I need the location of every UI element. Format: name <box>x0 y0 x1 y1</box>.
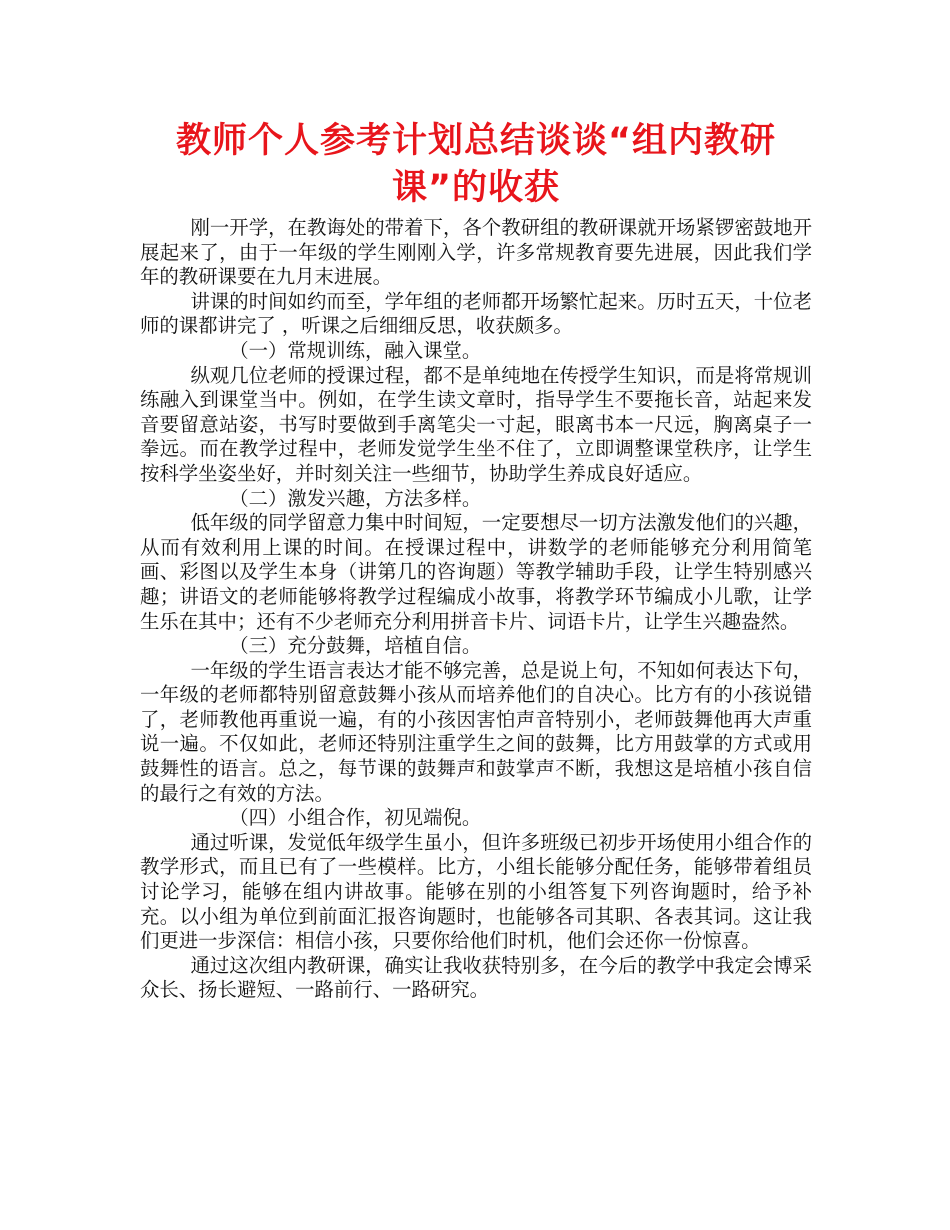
document-body <box>140 216 812 1003</box>
section-heading-3: （三）充分鼓舞，培植自信。 <box>229 634 482 658</box>
paragraph-intro: 刚一开学，在教诲处的带着下，各个教研组的教研课就开场紧锣密鼓地开展起来了，由于一年级的学生刚刚入学，许多常规教育要先进展，因此我们学年的教研课要在九月末进展。 <box>140 216 812 289</box>
paragraph-section-1: 纵观几位老师的授课过程，都不是单纯地在传授学生知识，而是将常规训练融入到课堂当中。例如，在学生读文章时，指导学生不要拖长音，站起来发音要留意站姿，书写时要做到手离笔尖一寸起，眼离书本一尺远，胸离桌子一拳远。而在教学过程中，老师发觉学生坐不住了，立即调整课堂秩序，让学生按科学坐姿坐好，并时刻关注一些细节，协助学生养成良好适应。 <box>140 363 812 485</box>
paragraph-section-4: 通过听课，发觉低年级学生虽小，但许多班级已初步开场使用小组合作的教学形式，而且已有了一些模样。比方，小组长能够分配任务，能够带着组员讨论学习，能够在组内讲故事。能够在别的小组答复下列咨询题时，给予补充。以小组为单位到前面汇报咨询题时，也能够各司其职、各表其词。这让我们更进一步深信：相信小孩，只要你给他们时机，他们会还你一份惊喜。 <box>140 830 812 953</box>
document-page <box>140 118 812 1003</box>
paragraph-schedule: 讲课的时间如约而至，学年组的老师都开场繁忙起来。历时五天，十位老师的课都讲完了 ，听课之后细细反思，收获颇多。 <box>140 289 812 338</box>
document-title: 教师个人参考计划总结谈谈“组内教研课”的收获 <box>175 121 776 208</box>
section-heading-2: （二）激发兴趣，方法多样。 <box>229 486 482 510</box>
section-heading-1: （一）常规训练，融入课堂。 <box>229 338 482 362</box>
paragraph-section-3: 一年级的学生语言表达才能不够完善，总是说上句，不知如何表达下句，一年级的老师都特别留意鼓舞小孩从而培养他们的自决心。比方有的小孩说错了，老师教他再重说一遍，有的小孩因害怕声音特别小，老师鼓舞他再大声重说一遍。不仅如此，老师还特别注重学生之间的鼓舞，比方用鼓掌的方式或用鼓舞性的语言。总之，每节课的鼓舞声和鼓掌声不断，我想这是培植小孩自信的最行之有效的方法。 <box>140 658 812 805</box>
paragraph-conclusion: 通过这次组内教研课，确实让我收获特别多，在今后的教学中我定会博采众长、扬长避短、一路前行、一路研究。 <box>140 953 812 1002</box>
section-heading-4: （四）小组合作，初见端倪。 <box>229 806 482 830</box>
paragraph-section-2: 低年级的同学留意力集中时间短，一定要想尽一切方法激发他们的兴趣，从而有效利用上课的时间。在授课过程中，讲数学的老师能够充分利用简笔画、彩图以及学生本身（讲第几的咨询题）等教学辅助手段，让学生特别感兴趣；讲语文的老师能够将教学过程编成小故事，将教学环节编成小儿歌，让学生乐在其中；还有不少老师充分利用拼音卡片、词语卡片，让学生兴趣盎然。 <box>140 511 812 633</box>
